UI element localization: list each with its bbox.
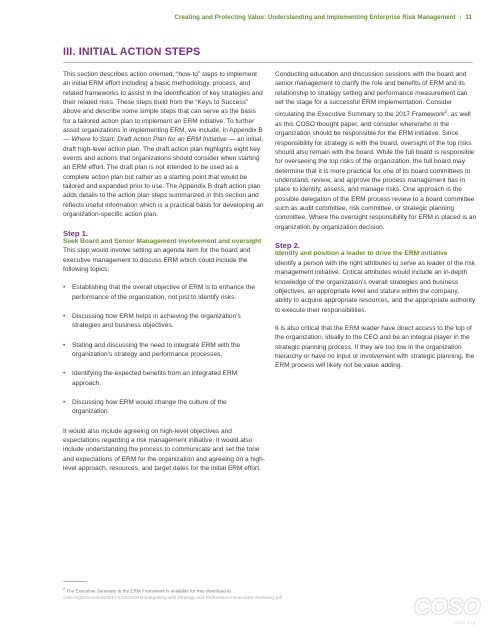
list-item: • Stating and discussing the need to integrate ERM with the organization’s strategy and performance processes. [63,341,241,359]
coso-logo: COSO [414,594,481,619]
step-1-intro: This step would involve setting an agenda item for the board and executive management to discuss ERM which could include the following topics: [63,247,251,273]
running-header [175,14,472,21]
footnote-text: The Executive Summary to the ERM Framework is available for free download at [65,588,231,594]
coso-logo-block [414,594,481,630]
header-separator: | [459,14,462,21]
list-item: • Establishing that the overall objective of ERM is to enhance the performance of the organization, not just to identify risks. [63,284,256,301]
document-title: Creating and Protecting Value: Understanding and Implementing Enterprise Risk Management [174,14,456,21]
step-2-title: Identify and position a leader to drive the ERM initiative [275,250,448,258]
list-item: • Discussing how ERM would change the culture of the organization. [63,399,227,416]
step-1-number: Step 1. [63,228,88,238]
bullet-icon: • [63,341,66,349]
right-column [275,70,477,380]
footnote-divider [63,581,87,582]
step-2-paragraph-2: It is also critical that the ERM leader have direct access to the top of the organization, ideally to the CEO and be an integral player in the strategic planning process. If they are too low in the organization hierarchy or have no input or involvement with strategic planning, the ERM process will likely not be value adding. [275,324,475,370]
footnote-marker: 2 [63,587,66,591]
bullet-icon: • [63,284,66,292]
list-item: • Identifying the expected benefits from an integrated ERM approach. [63,370,238,387]
coso-website[interactable]: coso.org [453,620,476,625]
section-title: III. INITIAL ACTION STEPS [63,46,201,58]
intro-text-part1: This section describes action oriented, “how-to” steps to implement an initial ERM effort including a basic methodology, process, and related frameworks to assist in the identification of key strategies and their related risks. These steps build from the “Keys to Success” above and describe some simple steps that can serve as the basis for a tailored action plan to implement an ERM initiative. To further assist organizations in implementing ERM, we include, in Appendix B — [63,71,263,144]
bullet-icon: • [63,370,66,378]
title-divider [63,62,473,63]
bullet-icon: • [63,399,66,407]
left-column [63,70,265,482]
step-2-paragraph-1: Identify a person with the right attributes to serve as leader of the risk management initiative. Critical attributes would include an in-depth knowledge of the organization’s overall strategies and business objectives, an appropriate level and stature within the company, ability to acquire appropriate resources, and the appropriate authority to execute their responsibilities. [275,259,476,314]
page-number: 11 [465,14,472,21]
board-education-paragraph: Conducting education and discussion sessions with the board and senior management to clarify the role and benefits of ERM and its relationship to strategy setting and performance measurement can set the stage for a successful ERM implementation. Consider circulating the Executive Summary to the 2017 Framework$^2$, as well as this COSO thought paper, and consider where/who in the organization should be responsible for the ERM initiative. Since responsibility for strategy is with the board, oversight of the top risks should also remain with the board. While the full board is responsible for overseeing the top risks of the organization, the full board may determine that it is more practical for one of its board committees to understand, review, and approve the process management has in place to identify, assess, and manage risks. One approach is the possible delegation of the ERM process review to a board committee such as audit committee, risk committee, or strategic planning committee. Where the oversight responsibility for ERM is placed is an organization by organization decision. [275,71,477,231]
step-1-closing-paragraph: It would also include agreeing on high-level objectives and expectations regarding a risk management initiative. It would also include understanding the process to communicate and set the tone and expectations of ERM for the organization and agreeing on a high-level approach, resources, and target dates for the initial ERM effort. [63,427,265,473]
footnote-url[interactable]: coso.org/Documents/2017-COSO-ERM-Integrating-with-Strategy-and-Performance-Executive-Summary.pdf [63,594,282,600]
bullet-icon: • [63,313,66,321]
footnote [63,586,383,601]
step-1-title: Seek Board and Senior Management involvement and oversight [63,237,262,245]
intro-paragraph [63,70,265,220]
appendix-reference: Where to Start: Draft Action Plan for an ERM Initiative [71,136,227,144]
footnote-reference: 2 [444,109,448,115]
list-item: • Discussing how ERM helps in achieving the organization’s strategies and business objectives. [63,313,241,330]
step-2-number: Step 2. [275,241,300,251]
intro-text-part2: — an initial, draft high-level action plan. The draft action plan highlights eight key events and actions that organizations should consider when starting an ERM effort. The draft plan is not intended to be used as a complete action plan but rather as a starting point that would be tailored and expanded prior to use. The Appendix B draft action plan adds details to the action plan steps summarized in this section and reflects useful information which is a practical basis for developing an organization-specific action plan. [63,136,264,219]
step-1-topic-list [63,283,265,416]
